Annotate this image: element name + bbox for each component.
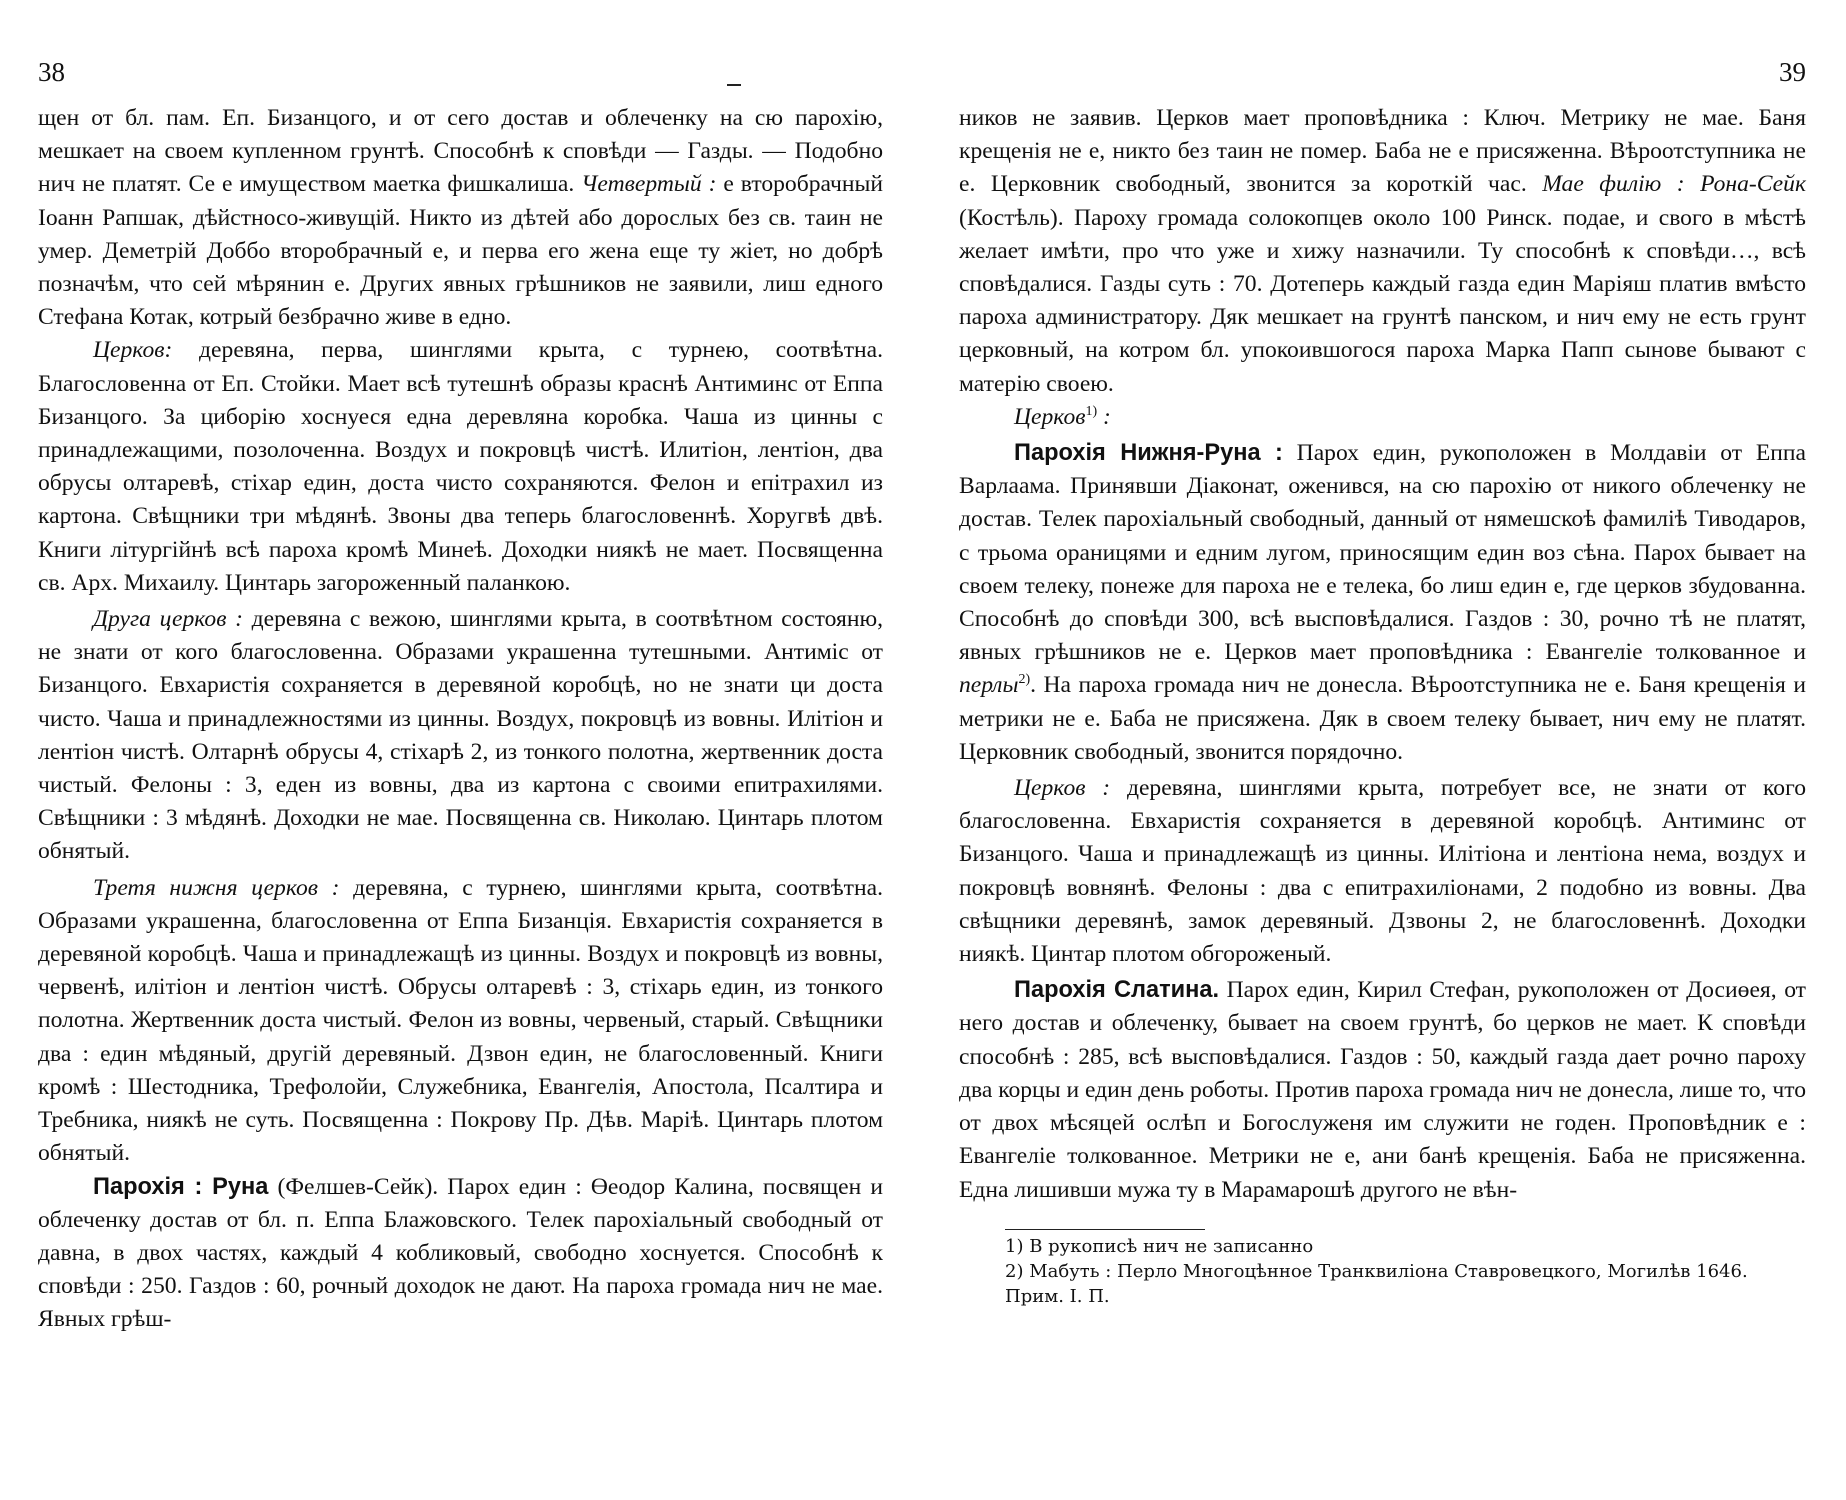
paragraph-r1 — [959, 102, 1806, 401]
paragraph-p5 — [38, 1171, 883, 1337]
text-run: . На пароха громада нич не донесла. Вѣроотступника не е. Баня крещенія и метрики не е. Баба не присяжена. Дяк в своем телеку бывает, нич ему не платят. Церковник свободный, звонится порядочно. — [959, 672, 1806, 765]
paragraph-p3 — [38, 603, 883, 869]
text-run: Парох един, Кирил Стефан, рукоположен от Досиөея, от него достав и облеченку, бывает на своем грунтѣ, бо церков не мает. К сповѣди способнѣ : 285, всѣ высповѣдалися. Газдов : 50, каждый газда дает рочно пароху два корцы и един день роботы. Против пароха громада нич не донесла, лише то, что от двох мѣсяцей ослѣп и Богослуженя им служити не годен. Проповѣдник е : Евангеліе толкованное. Метрики не е, ани банѣ крещенія. Баба не присяженна. Една лишивши мужа ту в Марамарошѣ другого не вѣн- — [959, 977, 1806, 1203]
italic-term: Церков : — [1014, 775, 1111, 802]
italic-term: Церков — [1014, 403, 1086, 430]
italic-term: Мае филію : Рона-Сейк — [1542, 171, 1806, 198]
left-page-text — [38, 102, 883, 1337]
paragraph-p2 — [38, 334, 883, 600]
text-run: деревяна, перва, шинглями крыта, с турнею, соотвѣтна. Благословенна от Еп. Стойки. Мает всѣ тутешнѣ образы краснѣ Антиминс от Еппа Бизанцого. За циборію хоснуеся една деревляна коробка. Чаша из цинны с принадлежащими, позолоченна. Воздух и покровцѣ чистѣ. Илитіон, лентіон, два обрусы олтаревѣ, стіхар един, доста чисто сохраняются. Фелон и епітрахил из картона. Свѣщники три мѣдянѣ. Звоны два теперь благословеннѣ. Хоругвѣ двѣ. Книги літургійнѣ всѣ пароха кромѣ Минеѣ. Доходки ниякѣ не мает. Посвященна св. Арх. Михаилу. Цинтарь загороженный паланкою. — [38, 337, 883, 596]
italic-term: : — [1097, 403, 1111, 430]
section-heading: Парохія : Руна — [93, 1173, 269, 1200]
printer-mark — [727, 84, 741, 86]
text-run: ников не заявив. Церков мает проповѣдника : Ключ. Метрику не мае. Баня крещенія не е, никто без таин не помер. Баба не е присяженна. Вѣроотступника не е. Церковник свободный, звонится за короткій час. — [959, 105, 1806, 198]
page-number-left: 38 — [38, 57, 65, 87]
paragraph-r2 — [959, 401, 1806, 434]
footnote-rule — [1005, 1229, 1205, 1230]
text-run: е второбрачный Іоанн Рапшак, дѣйстносо-живущій. Никто из дѣтей або дорослых без св. таин не умер. Деметрій Доббо второбрачный е, и перва его жена еще ту жіет, но добрѣ позначѣм, что сей мѣрянин е. Других явных грѣшников не заявили, лиш едного Стефана Котак, котрый безбрачно живе в едно. — [38, 171, 884, 331]
italic-term: Друга церков : — [93, 606, 243, 633]
text-run: деревяна, с турнею, шинглями крыта, соотвѣтна. Образами украшенна, благословенна от Еппа Бизанція. Евхаристія сохраняется в деревяной коробцѣ. Чаша и принадлежащѣ из цинны. Воздух и покровцѣ из вовны, червенѣ, илітіон и лентіон чистѣ. Обрусы олтаревѣ : 3, стіхарь един, из тонкого полотна. Жертвенник доста чистый. Фелон из вовны, червеный, старый. Свѣщники два : един мѣдяный, другій деревяный. Дзвон един, не благословенный. Книги кромѣ : Шестодника, Трефолойи, Служебника, Евангелія, Апостола, Псалтира и Требника, ниякѣ не суть. Посвященна : Покрову Пр. Дѣв. Маріѣ. Цинтарь плотом обнятый. — [38, 874, 883, 1167]
footnote-ref: 1) — [1085, 403, 1098, 419]
italic-term: Третя нижня церков : — [93, 874, 340, 901]
italic-term: перлы — [959, 672, 1019, 699]
text-run: (Костѣль). Пароху громада солокопцев около 100 Ринск. подае, и свого в мѣстѣ желает имѣти, про что уже и хижу назначили. Ту способнѣ к сповѣди…, всѣ сповѣдалися. Газды суть : 70. Дотеперь каждый газда един Маріяш платив вмѣсто пароха администратору. Дяк мешкает на грунтѣ панском, и нич ему не есть грунт церковный, на котром бл. упокоившогося пароха Марка Папп сынове бывают с матерію своею. — [959, 204, 1806, 397]
italic-term: Церков: — [93, 337, 173, 364]
paragraph-r3 — [959, 437, 1806, 769]
text-run: деревяна, шинглями крыта, потребует все, не знати от кого благословенна. Евхаристія сохраняется в деревяной коробцѣ. Антиминс от Бизанцого. Чаша и принадлежащѣ из цинны. Илітіона и лентіона нема, воздух и покровцѣ вовнянѣ. Фелоны : два с епитрахиліонами, 2 подобно из вовны. Два свѣщники деревянѣ, замок деревяный. Дзвоны 2, не благословеннѣ. Доходки ниякѣ. Цинтар плотом обгороженый. — [959, 775, 1806, 968]
footnote-ref: 2) — [1018, 672, 1031, 688]
footnote-1: 1) В рукописѣ нич не записанно — [1005, 1235, 1314, 1257]
footnote-2: 2) Мабуть : Перло Многоцѣнное Транквиліона Ставровецкого, Могилѣв 1646. Прим. І. П. — [1005, 1260, 1748, 1307]
footnotes — [959, 1229, 1806, 1309]
right-page-text — [959, 102, 1806, 1207]
paragraph-r5 — [959, 974, 1806, 1206]
paragraph-r4 — [959, 772, 1806, 971]
paragraph-p1 — [38, 102, 883, 334]
text-run: щен от бл. пам. Еп. Бизанцого, и от сего достав и облеченку на сю парохію, мешкает на своем купленном грунтѣ. Способнѣ к сповѣди — Газды. — Подобно нич не платят. Се е имуществом маетка фишкалиша. — [38, 105, 883, 198]
text-run: деревяна с вежою, шинглями крыта, в соотвѣтном состояню, не знати от кого благословенна. Образами украшенна тутешными. Антиміс от Бизанцого. Евхаристія сохраняется в деревяной коробцѣ, но не знати ци доста чисто. Чаша и принадлежностями из цинны. Воздух, покровцѣ из вовны. Илітіон и лентіон чистѣ. Олтарнѣ обрусы 4, стіхарѣ 2, из тонкого полотна, жертвенник доста чистый. Фелоны : 3, еден из вовны, два из картона с своими епитрахилями. Свѣщники : 3 мѣдянѣ. Доходки не мае. Посвященна св. Николаю. Цинтарь плотом обнятый. — [38, 606, 883, 865]
text-run: Парох един, рукоположен в Молдавіи от Еппа Варлаама. Принявши Діаконат, оженився, на сю парохію от никого облеченку не достав. Телек пароxіальный свободный, данный от нямешскоѣ фамиліѣ Тиводаров, с трьома ораницями и едним лугом, приносящим един воз сѣна. Парох бывает на своем телеку, понеже для пароха не е телека, бо лиш един е, где церков збудованна. Способнѣ до сповѣди 300, всѣ высповѣдалися. Газдов : 30, рочно тѣ не платят, явных грѣшников не е. Церков мает проповѣдника : Евангеліе толкованное и — [959, 440, 1807, 666]
page-number-right: 39 — [1779, 57, 1806, 87]
paragraph-p4 — [38, 872, 883, 1171]
section-heading: Парохія Слатина. — [1014, 977, 1220, 1004]
section-heading: Парохія Нижня-Руна : — [1014, 440, 1283, 467]
right-page — [923, 0, 1846, 1500]
italic-term: Четвертый : — [581, 171, 717, 198]
text-run: (Фелшев-Сейк). Парох един : Өеодор Калина, посвящен и облеченку достав от бл. п. Еппа Блажовского. Телек пароxіальный свободный от давна, в двох частях, каждый 4 кобликовый, свободно хоснуется. Способнѣ к сповѣди : 250. Газдов : 60, рочный доходок не дают. На пароха громада нич не мае. Явных грѣш- — [38, 1173, 883, 1333]
